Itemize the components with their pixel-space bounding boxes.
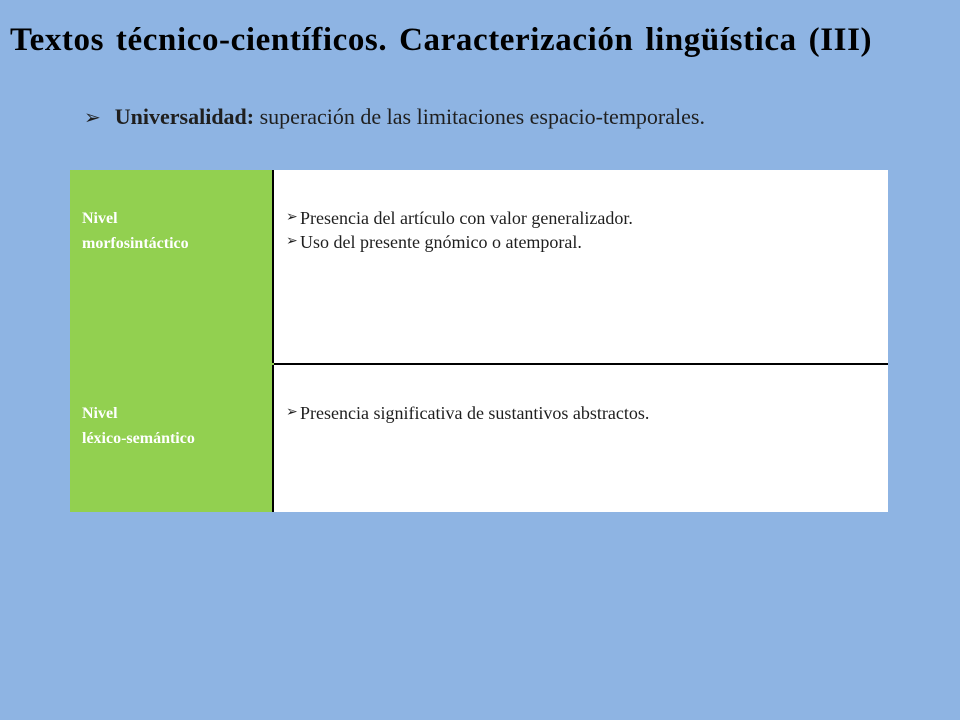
feature-item: ➢ Presencia del artículo con valor generalizador. bbox=[286, 206, 888, 230]
arrow-bullet-icon: ➢ bbox=[84, 107, 101, 129]
level-label-cell bbox=[70, 364, 273, 512]
bullet-text: superación de las limitaciones espacio-temporales. bbox=[259, 104, 705, 129]
level-label-line2: léxico-semántico bbox=[82, 430, 195, 447]
slide-title: Textos técnico-científicos. Caracterización lingüística (III) bbox=[10, 22, 873, 58]
level-label-line1: Nivel bbox=[82, 210, 118, 227]
feature-item: ➢ Uso del presente gnómico o atemporal. bbox=[286, 230, 888, 254]
level-content-cell bbox=[273, 170, 888, 364]
bullet-term: Universalidad: bbox=[114, 104, 255, 129]
feature-list bbox=[286, 206, 888, 254]
universality-bullet bbox=[84, 104, 705, 130]
table-row bbox=[70, 170, 888, 364]
table-row bbox=[70, 364, 888, 512]
levels-table bbox=[70, 170, 888, 512]
level-label-line2: morfosintáctico bbox=[82, 235, 189, 252]
feature-list bbox=[286, 401, 888, 425]
level-label-line1: Nivel bbox=[82, 405, 118, 422]
level-label-cell bbox=[70, 170, 273, 364]
feature-item: ➢ Presencia significativa de sustantivos abstractos. bbox=[286, 401, 888, 425]
level-content-cell bbox=[273, 364, 888, 512]
